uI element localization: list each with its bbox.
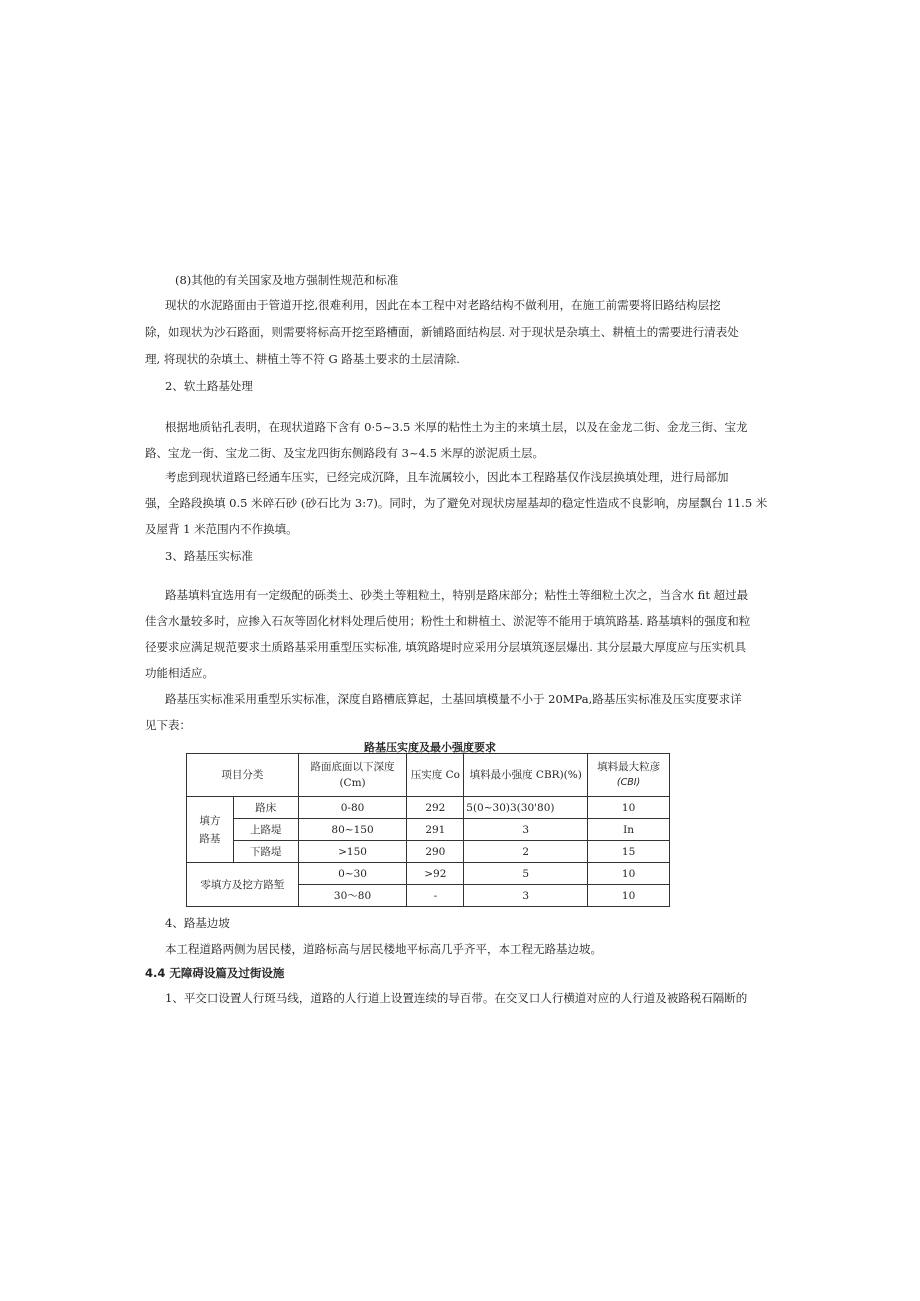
header-maxsize-line1: 填料最大粒彦 xyxy=(597,761,661,773)
paragraph-line: 本工程道路两侧为居民楼，道路标高与居民楼地平标高几乎齐平，本工程无路基边坡。 xyxy=(165,942,602,956)
paragraph-line: 及屋背 1 米范围内不作换填。 xyxy=(145,522,298,536)
cell-depth: 30～80 xyxy=(298,885,407,907)
cell-compaction: 290 xyxy=(407,841,464,863)
section-heading-3: 3、路基压实标准 xyxy=(165,549,253,563)
cell-cbr: 3 xyxy=(464,885,588,907)
cell-sub: 上路堤 xyxy=(233,819,298,841)
paragraph-line: 路基压实标准采用重型乐实标准，深度自路槽底算起，土基回填模量不小于 20MPa,路基压实标准及压实度要求详 xyxy=(165,692,742,706)
table-row xyxy=(187,819,670,841)
header-compaction: 压实度 Co xyxy=(407,754,464,797)
paragraph-line: 1、平交口设置人行斑马线，道路的人行道上设置连续的导百带。在交叉口人行横道对应的人行道及被路税石隔断的 xyxy=(165,991,748,1005)
cell-sub: 路床 xyxy=(233,797,298,819)
header-maxsize xyxy=(588,754,670,797)
section-heading-4-4: 4.4 无障碍设篇及过街设施 xyxy=(145,966,285,980)
cell-maxsize: 10 xyxy=(588,885,670,907)
paragraph-line: 现状的水泥路面由于管道开挖,很难利用，因此在本工程中对老路结构不做利用，在施工前需要将旧路结构层挖 xyxy=(165,298,721,312)
cell-compaction: - xyxy=(407,885,464,907)
cell-maxsize: 10 xyxy=(588,797,670,819)
paragraph-line: 强，全路段换填 0.5 米碎石砂 (砂石比为 3:7)。同时，为了避免对现状房屋基却的稳定性造成不良影响，房屋飘台 11.5 米 xyxy=(145,496,768,510)
header-category: 项目分类 xyxy=(187,754,299,797)
section-heading-4: 4、路基边坡 xyxy=(165,916,230,930)
paragraph-line: 根据地质钻孔表明，在现状道路下含有 0·5~3.5 米厚的粘性土为主的来填土层，以及在金龙二街、金龙三街、宝龙 xyxy=(165,420,748,434)
table-title: 路基压实度及最小强度要求 xyxy=(364,741,496,754)
cell-compaction: 291 xyxy=(407,819,464,841)
cell-sub: 下路堤 xyxy=(233,841,298,863)
cell-maxsize: In xyxy=(588,819,670,841)
paragraph-line: 路、宝龙一街、宝龙二街、及宝龙四街东侧路段有 3~4.5 米厚的淤泥质土层。 xyxy=(145,446,545,460)
cell-maxsize: 10 xyxy=(588,863,670,885)
paragraph-line: 除，如现状为沙石路面，则需要将标高开挖至路槽面，新铺路面结构层. 对于现状是杂填土、耕植土的需要进行清表处 xyxy=(145,325,739,339)
paragraph-line: 佳含水量较多时，应掺入石灰等固化材料处理后使用；粉性土和耕植土、淤泥等不能用于填筑路基. 路基填料的强度和粒 xyxy=(145,614,751,628)
paragraph-line: 见下表： xyxy=(145,718,191,732)
cell-depth: 0-80 xyxy=(298,797,407,819)
cell-cbr: 5(0~30)3(30'80) xyxy=(464,797,588,819)
cell-compaction: >92 xyxy=(407,863,464,885)
cell-maxsize: 15 xyxy=(588,841,670,863)
cell-depth: >150 xyxy=(298,841,407,863)
group-fill-line2: 路基 xyxy=(199,832,221,845)
header-depth xyxy=(298,754,407,797)
paragraph-line: 理, 将现状的杂填土、耕植土等不符 G 路基土要求的土层清除. xyxy=(145,352,460,366)
table-row xyxy=(187,841,670,863)
table-row xyxy=(187,797,670,819)
group-fill-line1: 填方 xyxy=(199,814,221,827)
paragraph-line: 路基填料宜选用有一定级配的砾类土、砂类土等粗粒土，特别是路床部分；粘性土等细粒土次之，当含水 fit 超过最 xyxy=(165,588,749,602)
header-cbr: 填料最小强度 CBR)(%) xyxy=(464,754,588,797)
paragraph-line: 功能相适应。 xyxy=(145,666,214,680)
header-depth-line1: 路面底面以下深度 xyxy=(310,761,395,773)
group-zero-fill-cut: 零填方及挖方路堑 xyxy=(187,863,299,907)
item-8: (8)其他的有关国家及地方强制性规范和标准 xyxy=(175,273,399,287)
paragraph-line: 考虑到现状道路已经通车压实，已经完成沉降，且车流属较小，因此本工程路基仅作浅层换填处理，进行局部加 xyxy=(165,470,729,484)
header-depth-line2: (Cm) xyxy=(339,777,366,789)
cell-compaction: 292 xyxy=(407,797,464,819)
cell-depth: 0~30 xyxy=(298,863,407,885)
table-header-row xyxy=(187,754,670,797)
compaction-table xyxy=(186,753,670,907)
paragraph-line: 径要求应满足规范要求土质路基采用重型压实标准, 填筑路堤时应采用分层填筑逐层爆出. 其分层最大厚度应与压实机具 xyxy=(145,640,747,654)
section-heading-2: 2、软土路基处理 xyxy=(165,379,253,393)
cell-cbr: 5 xyxy=(464,863,588,885)
cell-cbr: 3 xyxy=(464,819,588,841)
group-fill-subgrade xyxy=(187,797,234,863)
table-row xyxy=(187,863,670,885)
header-maxsize-line2: (CBI) xyxy=(616,777,641,788)
cell-depth: 80~150 xyxy=(298,819,407,841)
cell-cbr: 2 xyxy=(464,841,588,863)
